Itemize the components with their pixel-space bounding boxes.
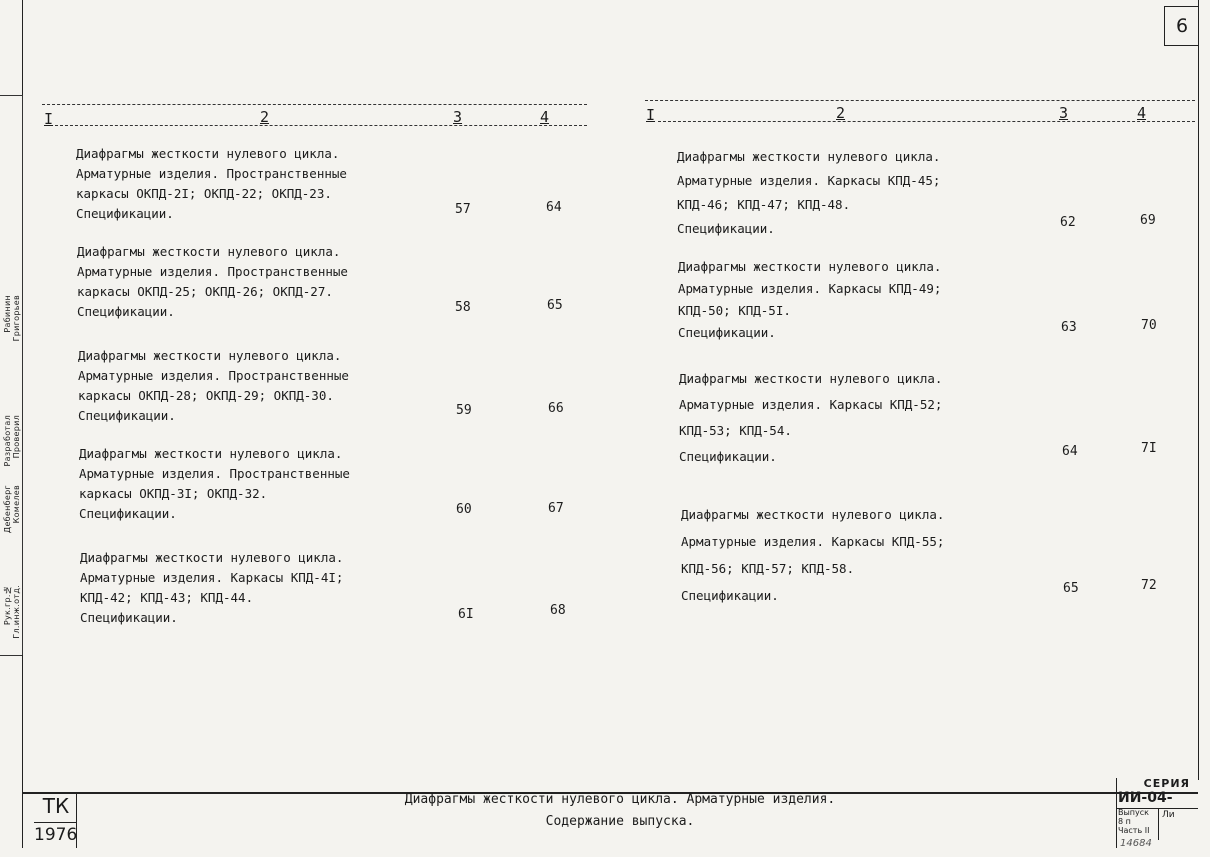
stamp-name: Григорьев <box>12 295 21 342</box>
col-header-3: 3 <box>1059 104 1069 122</box>
col-header-3: 3 <box>453 108 463 126</box>
page-ref-col4: 68 <box>550 603 566 618</box>
header-dash-bottom-left <box>55 125 587 126</box>
list-item: Диафрагмы жесткости нулевого цикла. Арматурные изделия. Каркасы КПД-4I; КПД-42; КПД-43; КПД-44. Спецификации. <box>80 550 344 625</box>
page-ref-col3: 60 <box>456 502 472 517</box>
page-ref-col4: 66 <box>548 401 564 416</box>
list-item: Диафрагмы жесткости нулевого цикла. Арматурные изделия. Пространственные каркасы ОКПД-3I; ОКПД-32. Спецификации. <box>79 446 350 521</box>
page-ref-col3: 63 <box>1061 320 1077 335</box>
page-ref-col4: 70 <box>1141 318 1157 333</box>
col-header-1: I <box>44 110 54 128</box>
inventory-number: 14684 <box>1120 838 1152 849</box>
page-ref-col4: 65 <box>547 298 563 313</box>
page-ref-col4: 64 <box>546 200 562 215</box>
document-subtitle: Содержание выпуска. <box>545 814 695 829</box>
document-title: Диафрагмы жесткости нулевого цикла. Арматурные изделия. <box>404 792 836 807</box>
page-ref-col3: 6I <box>458 607 474 622</box>
year: 1976 <box>34 822 76 845</box>
page-ref-col3: 65 <box>1063 581 1079 596</box>
col-header-2: 2 <box>836 104 846 122</box>
page-ref-col3: 62 <box>1060 215 1076 230</box>
stamp-name: Комелев <box>12 485 21 524</box>
list-item: Диафрагмы жесткости нулевого цикла. Арматурные изделия. Пространственные каркасы ОКПД-25; ОКПД-26; ОКПД-27. Спецификации. <box>77 244 348 319</box>
col-header-4: 4 <box>1137 104 1147 122</box>
issue-info: Выпуск 8 п Часть II <box>1118 808 1150 835</box>
series-value: ИИ-04- <box>1118 790 1173 806</box>
page-ref-col4: 67 <box>548 501 564 516</box>
sheet-number: 6 <box>1164 6 1199 46</box>
page-ref-col4: 7I <box>1141 441 1157 456</box>
page-ref-col3: 57 <box>455 202 471 217</box>
stamp-role: Рук.гр.№ <box>3 585 12 626</box>
page-ref-col3: 64 <box>1062 444 1078 459</box>
page-ref-col4: 69 <box>1140 213 1156 228</box>
stamp-role: Проверил <box>12 415 21 459</box>
series-label: СЕРИЯ <box>1143 777 1190 790</box>
list-item: Диафрагмы жесткости нулевого цикла. Арматурные изделия. Каркасы КПД-55; КПД-56; КПД-57; КПД-58. Спецификации. <box>681 507 945 603</box>
stamp-role: Разработал <box>3 415 12 467</box>
col-header-2: 2 <box>260 108 270 126</box>
page-ref-col3: 58 <box>455 300 471 315</box>
list-item: Диафрагмы жесткости нулевого цикла. Арматурные изделия. Каркасы КПД-52; КПД-53; КПД-54. Спецификации. <box>679 371 943 464</box>
stamp-name: Дебенберг <box>3 485 12 534</box>
stamp-role: Гл.инж.отд. <box>12 585 21 639</box>
frame-right-border <box>1198 0 1199 780</box>
col-header-4: 4 <box>540 108 550 126</box>
stamp-name: Рабинин <box>3 295 12 333</box>
series-col-divider <box>1158 808 1159 840</box>
list-item: Диафрагмы жесткости нулевого цикла. Арматурные изделия. Каркасы КПД-45; КПД-46; КПД-47; КПД-48. Спецификации. <box>677 149 941 236</box>
list-item: Диафрагмы жесткости нулевого цикла. Арматурные изделия. Пространственные каркасы ОКПД-2I; ОКПД-22; ОКПД-23. Спецификации. <box>76 146 347 221</box>
org-code: ТК <box>42 794 70 818</box>
list-item: Диафрагмы жесткости нулевого цикла. Арматурные изделия. Пространственные каркасы ОКПД-28; ОКПД-29; ОКПД-30. Спецификации. <box>78 348 349 423</box>
approval-stamp <box>0 95 23 655</box>
page-ref-col4: 72 <box>1141 578 1157 593</box>
header-dash-bottom-right <box>658 121 1195 122</box>
col-header-1: I <box>646 106 656 124</box>
header-dash-top-left <box>42 104 587 105</box>
page-ref-col3: 59 <box>456 403 472 418</box>
list-item: Диафрагмы жесткости нулевого цикла. Арматурные изделия. Каркасы КПД-49; КПД-50; КПД-5I. Спецификации. <box>678 259 942 340</box>
header-dash-top-right <box>645 100 1195 101</box>
sheet-label: Ли <box>1162 810 1175 820</box>
